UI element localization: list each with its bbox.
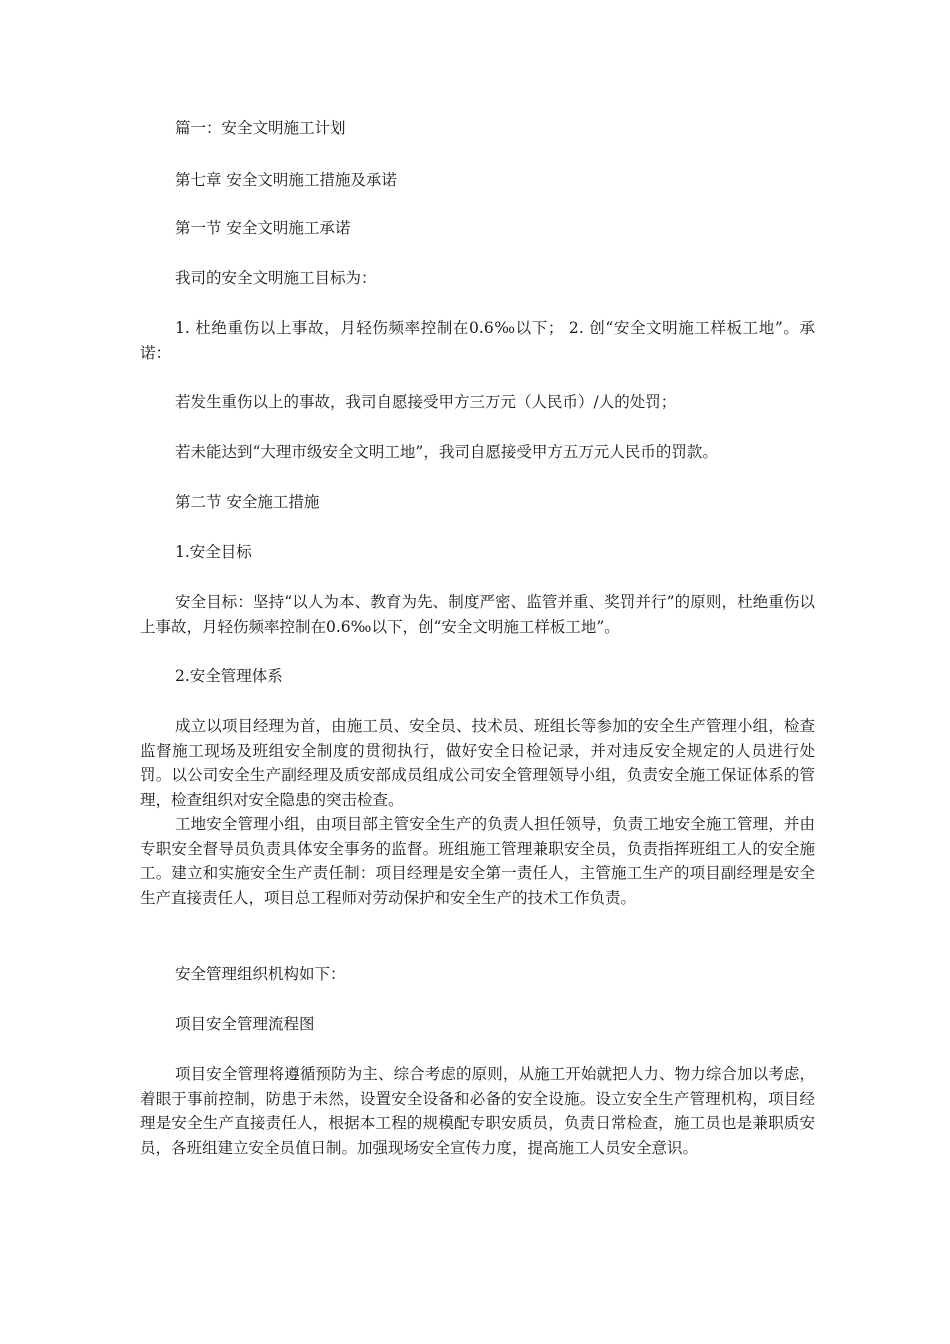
section-heading-2: 第二节 安全施工措施 bbox=[175, 493, 320, 511]
paragraph-org-structure: 安全管理组织机构如下： bbox=[175, 965, 346, 983]
subheading-management-system: 2.安全管理体系 bbox=[175, 667, 283, 685]
paragraph-promise-2: 若未能达到“大理市级安全文明工地”，我司自愿接受甲方五万元人民币的罚款。 bbox=[175, 443, 718, 461]
paragraph-management-system: 成立以项目经理为首，由施工员、安全员、技术员、班组长等参加的安全生产管理小组，检查监督施工现场及班组安全制度的贯彻执行，做好安全日检记录，并对违反安全规定的人员进行处罚。以公司安全生产副经理及质安部成员组成公司安全管理领导小组，负责安全施工保证体系的管理，检查组织对安全隐患的突击检查。 bbox=[140, 717, 815, 809]
paragraph-safety-goal: 安全目标：坚持“以人为本、教育为先、制度严密、监管并重、奖罚并行”的原则，杜绝重伤以上事故，月轻伤频率控制在0.6‰以下，创“安全文明施工样板工地”。 bbox=[140, 593, 815, 636]
paragraph-management-principle: 项目安全管理将遵循预防为主、综合考虑的原则，从施工开始就把人力、物力综合加以考虑，着眼于事前控制，防患于未然，设置安全设备和必备的安全设施。设立安全生产管理机构，项目经理是安全生产直接责任人，根据本工程的规模配专职安质员，负责日常检查，施工员也是兼职质安员，各班组建立安全员值日制。加强现场安全宣传力度，提高施工人员安全意识。 bbox=[140, 1065, 815, 1157]
section-heading-1: 第一节 安全文明施工承诺 bbox=[175, 219, 351, 237]
paragraph-promise-1: 若发生重伤以上的事故，我司自愿接受甲方三万元（人民币）/人的处罚； bbox=[175, 393, 677, 411]
subheading-safety-goal: 1.安全目标 bbox=[175, 543, 252, 561]
flowchart-caption: 项目安全管理流程图 bbox=[175, 1015, 315, 1033]
paragraph-goals: 1. 杜绝重伤以上事故，月轻伤频率控制在0.6‰以下； 2. 创“安全文明施工样板工地”。承诺： bbox=[140, 319, 815, 362]
paragraph-site-team: 工地安全管理小组，由项目部主管安全生产的负责人担任领导，负责工地安全施工管理，并由专职安全督导员负责具体安全事务的监督。班组施工管理兼职安全员，负责指挥班组工人的安全施工。建立和实施安全生产责任制：项目经理是安全第一责任人，主管施工生产的项目副经理是安全生产直接责任人，项目总工程师对劳动保护和安全生产的技术工作负责。 bbox=[140, 815, 815, 907]
paragraph-goal-intro: 我司的安全文明施工目标为： bbox=[175, 269, 377, 287]
document-title: 篇一：安全文明施工计划 bbox=[175, 119, 346, 137]
chapter-heading: 第七章 安全文明施工措施及承诺 bbox=[175, 171, 397, 189]
